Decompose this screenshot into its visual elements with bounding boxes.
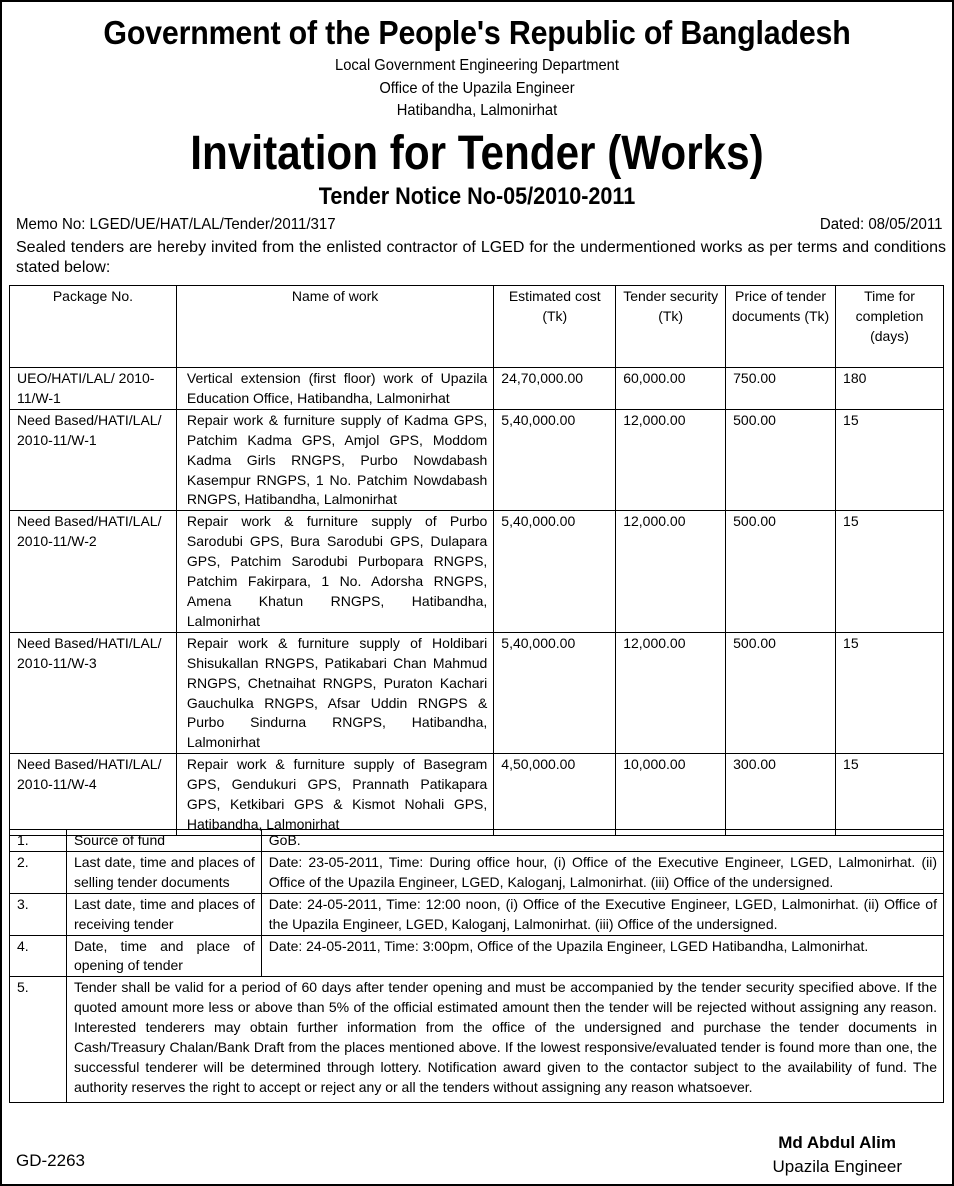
signatory-name: Md Abdul Alim — [778, 1133, 896, 1152]
header-tender-security: Tender security (Tk) — [616, 286, 726, 368]
info-number: 1. — [10, 830, 67, 852]
document-title: Invitation for Tender (Works) — [190, 127, 764, 180]
tender-security: 60,000.00 — [616, 368, 726, 410]
header-estimated-cost: Estimated cost (Tk) — [494, 286, 616, 368]
table-row — [10, 754, 944, 836]
info-text: GoB. — [261, 830, 943, 852]
package-no: Need Based/HATI/LAL/ 2010-11/W-2 — [10, 511, 177, 632]
document-price: 500.00 — [726, 632, 836, 753]
table-row — [10, 368, 944, 410]
department-name: Local Government Engineering Department — [335, 57, 619, 74]
memo-number: Memo No: LGED/UE/HAT/LAL/Tender/2011/317 — [16, 216, 336, 233]
works-table — [9, 285, 944, 836]
work-name: Repair work & furniture supply of Kadma GPS, Patchim Kadma GPS, Amjol GPS, Moddom Kadma Girls RNGPS, Purbo Nowdabash Kasempur RNGPS, 1 No. Patchim Nowdabash RNGPS, Hatibandha, Lalmonirhat — [176, 409, 493, 511]
estimated-cost: 24,70,000.00 — [494, 368, 616, 410]
header-name-of-work: Name of work — [176, 286, 493, 368]
work-name: Repair work & furniture supply of Basegram GPS, Gendukuri GPS, Prannath Patikapara GPS, Ketkibari GPS & Kismot Nohali GPS, Hatibandha, Lalmonirhat — [176, 754, 493, 836]
info-text: Date: 24-05-2011, Time: 3:00pm, Office of the Upazila Engineer, LGED Hatibandha, Lalmonirhat. — [261, 935, 943, 977]
package-no: Need Based/HATI/LAL/ 2010-11/W-1 — [10, 409, 177, 511]
advertisement-code: GD-2263 — [16, 1151, 85, 1170]
estimated-cost: 5,40,000.00 — [494, 409, 616, 511]
document-price: 500.00 — [726, 409, 836, 511]
header-document-price: Price of tender documents (Tk) — [726, 286, 836, 368]
document-price: 500.00 — [726, 511, 836, 632]
signatory-title: Upazila Engineer — [772, 1157, 902, 1176]
completion-days: 15 — [836, 754, 944, 836]
info-row — [10, 851, 944, 893]
info-row — [10, 935, 944, 977]
completion-days: 15 — [836, 632, 944, 753]
office-name: Office of the Upazila Engineer — [379, 80, 575, 97]
table-row — [10, 511, 944, 632]
estimated-cost: 5,40,000.00 — [494, 511, 616, 632]
table-row — [10, 409, 944, 511]
work-name: Repair work & furniture supply of Holdibari Shisukallan RNGPS, Patikabari Chan Mahmud RNGPS, Chetnaihat RNGPS, Puraton Kachari Gauchulka RNGPS, Afsar Uddin RNGPS & Purbo Sindurna RNGPS, Hatibandha, Lalmonirhat — [176, 632, 493, 753]
office-location: Hatibandha, Lalmonirhat — [396, 102, 558, 119]
package-no: Need Based/HATI/LAL/ 2010-11/W-4 — [10, 754, 177, 836]
info-number: 4. — [10, 935, 67, 977]
completion-days: 15 — [836, 511, 944, 632]
completion-days: 15 — [836, 409, 944, 511]
info-label: Last date, time and places of receiving tender — [66, 893, 261, 935]
works-table-header — [10, 286, 944, 368]
document-price: 300.00 — [726, 754, 836, 836]
package-no: Need Based/HATI/LAL/ 2010-11/W-3 — [10, 632, 177, 753]
info-row — [10, 893, 944, 935]
info-number: 5. — [10, 977, 67, 1102]
info-number: 3. — [10, 893, 67, 935]
tender-info-table — [9, 829, 944, 1103]
info-text: Date: 23-05-2011, Time: During office hour, (i) Office of the Executive Engineer, LGED, Lalmonirhat. (ii) Office of the Upazila Engineer, LGED, Kaloganj, Lalmonirhat. (iii) Office of the undersigned. — [261, 851, 943, 893]
info-label: Last date, time and places of selling tender documents — [66, 851, 261, 893]
tender-security: 12,000.00 — [616, 409, 726, 511]
info-number: 2. — [10, 851, 67, 893]
info-label: Date, time and place of opening of tender — [66, 935, 261, 977]
info-row — [10, 977, 944, 1102]
tender-security: 10,000.00 — [616, 754, 726, 836]
work-name: Vertical extension (first floor) work of Upazila Education Office, Hatibandha, Lalmonirhat — [176, 368, 493, 410]
header-package-no: Package No. — [10, 286, 177, 368]
estimated-cost: 5,40,000.00 — [494, 632, 616, 753]
estimated-cost: 4,50,000.00 — [494, 754, 616, 836]
tender-security: 12,000.00 — [616, 632, 726, 753]
intro-paragraph: Sealed tenders are hereby invited from the enlisted contractor of LGED for the undermentioned works as per terms and conditions stated below: — [16, 239, 946, 276]
tender-notice-number: Tender Notice No-05/2010-2011 — [318, 183, 636, 210]
work-name: Repair work & furniture supply of Purbo Sarodubi GPS, Bura Sarodubi GPS, Dulapara GPS, Patchim Sarodubi Purbopara RNGPS, Patchim Fakirpara, 1 No. Adorsha RNGPS, Amena Khatun RNGPS, Hatibandha, Lalmonirhat — [176, 511, 493, 632]
info-row — [10, 830, 944, 852]
info-label: Source of fund — [66, 830, 261, 852]
table-row — [10, 632, 944, 753]
tender-security: 12,000.00 — [616, 511, 726, 632]
notice-date: Dated: 08/05/2011 — [819, 216, 942, 233]
completion-days: 180 — [836, 368, 944, 410]
package-no: UEO/HATI/LAL/ 2010-11/W-1 — [10, 368, 177, 410]
header-completion-time: Time for completion (days) — [836, 286, 944, 368]
government-title: Government of the People's Republic of Bangladesh — [103, 14, 851, 51]
info-text: Tender shall be valid for a period of 60 days after tender opening and must be accompanied by the tender security specified above. If the quoted amount more less or above than 5% of the official estimated amount then the tender will be rejected without assigning any reason. Interested tenderers may obtain further information from the office of the undersigned and purchase the tender documents in Cash/Treasury Chalan/Bank Draft from the places mentioned above. If the lowest responsive/evaluated tender is found more than one, the successful tenderer will be determined through lottery. Notification award given to the contactor subject to the availability of fund. The authority reserves the right to accept or reject any or all the tenders without assigning any reason whatsoever. — [66, 977, 943, 1102]
document-price: 750.00 — [726, 368, 836, 410]
info-text: Date: 24-05-2011, Time: 12:00 noon, (i) Office of the Executive Engineer, LGED, Lalmonirhat. (ii) Office of the Upazila Engineer, LGED, Kaloganj, Lalmonirhat. (iii) Office of the undersigned. — [261, 893, 943, 935]
